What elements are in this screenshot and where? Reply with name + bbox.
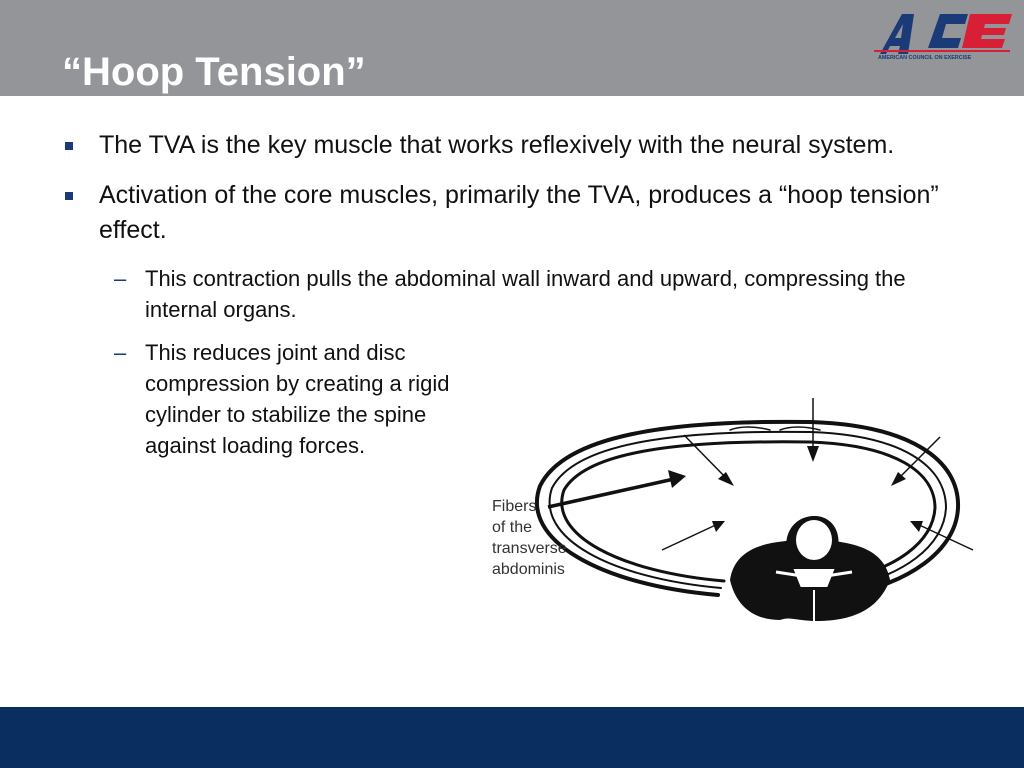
bullet-text: The TVA is the key muscle that works reflexively with the neural system. bbox=[99, 131, 895, 159]
bullet-square-icon bbox=[65, 192, 73, 200]
sub-bullet-text: This reduces joint and disc compression by creating a rigid cylinder to stabilize the spine against loading forces. bbox=[145, 340, 450, 458]
footer-bar bbox=[0, 707, 1024, 768]
logo-tagline: AMERICAN COUNCIL ON EXERCISE bbox=[878, 55, 972, 61]
figure-label-line: transverse bbox=[492, 540, 567, 557]
figure-label-line: abdominis bbox=[492, 561, 565, 578]
dash-icon: – bbox=[114, 340, 127, 365]
sub-bullet-text: This contraction pulls the abdominal wall inward and upward, compressing the internal organs. bbox=[145, 266, 906, 322]
figure-label bbox=[492, 496, 567, 580]
bullet-item bbox=[62, 128, 962, 163]
ace-logo-icon bbox=[870, 6, 1016, 62]
figure-label-line: of the bbox=[492, 519, 533, 536]
header-bar bbox=[0, 0, 1024, 96]
bullet-item bbox=[62, 178, 962, 248]
dash-icon: – bbox=[114, 266, 127, 291]
slide-title: “Hoop Tension” bbox=[62, 50, 366, 94]
figure-label-line: Fibers bbox=[492, 498, 537, 515]
bullet-text: Activation of the core muscles, primarily the TVA, produces a “hoop tension” effect. bbox=[99, 181, 939, 244]
bullet-square-icon bbox=[65, 142, 73, 150]
sub-bullet-item bbox=[62, 263, 962, 325]
